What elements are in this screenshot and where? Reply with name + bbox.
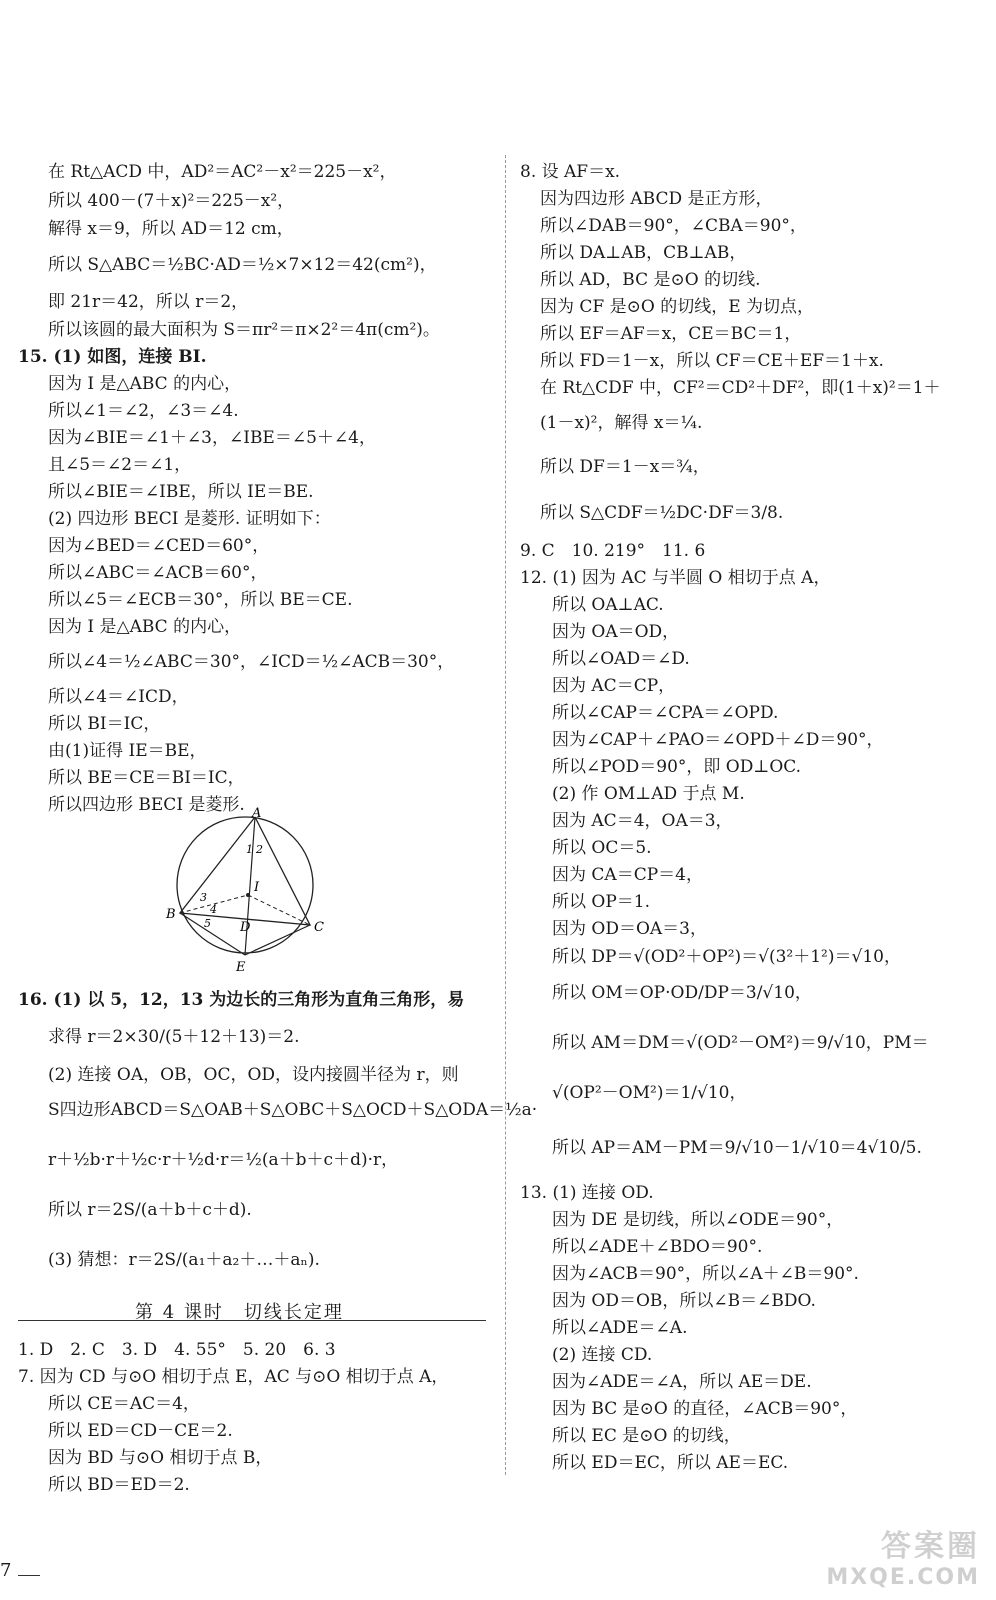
problem-15: 15. (1) 如图，连接 BI. <box>18 347 207 367</box>
text-line: 所以 OC＝5. <box>552 838 652 858</box>
angle-label-5: 5 <box>204 917 211 930</box>
text-line: 所以∠4＝½∠ABC＝30°，∠ICD＝½∠ACB＝30°， <box>48 652 455 672</box>
text-line: 所以∠4＝∠ICD， <box>48 687 189 707</box>
text-line: 因为∠BED＝∠CED＝60°， <box>48 536 270 556</box>
text-line: 因为 I 是△ABC 的内心， <box>48 374 242 394</box>
label-E: E <box>236 960 246 975</box>
text-line: 所以∠ABC＝∠ACB＝60°， <box>48 563 268 583</box>
page-rule <box>18 1575 40 1576</box>
text-line: 解得 x＝9，所以 AD＝12 cm， <box>48 219 294 239</box>
text-line: 所以∠ADE＋∠BDO＝90°. <box>552 1237 763 1257</box>
text-line: 所以 EC 是⊙O 的切线， <box>552 1426 741 1446</box>
text-line: 因为 OA＝OD， <box>552 622 680 642</box>
text-line: 即 21r＝42，所以 r＝2， <box>48 292 249 312</box>
label-B: B <box>166 907 176 922</box>
text-line: 所以 BE＝CE＝BI＝IC， <box>48 768 245 788</box>
text-line: 且∠5＝∠2＝∠1， <box>48 455 192 475</box>
text-line: 所以 AP＝AM－PM＝9/√10－1/√10＝4√10/5. <box>552 1138 922 1158</box>
text-line: r＋½b·r＋½c·r＋½d·r＝½(a＋b＋c＋d)·r， <box>48 1150 399 1170</box>
angle-label-3: 3 <box>200 891 207 904</box>
text-line: 所以 DP＝√(OD²＋OP²)＝√(3²＋1²)＝√10， <box>552 947 901 967</box>
answers-1-6: 1. D 2. C 3. D 4. 55° 5. 20 6. 3 <box>18 1340 336 1360</box>
text-line: 所以 DF＝1－x＝¾， <box>540 457 710 477</box>
text-line: 所以 S△CDF＝½DC·DF＝3/8. <box>540 503 784 523</box>
text-line: 因为 OD＝OA＝3， <box>552 919 708 939</box>
text-line: 因为 DE 是切线，所以∠ODE＝90°， <box>552 1210 844 1230</box>
text-line: (3) 猜想：r＝2S/(a₁＋a₂＋…＋aₙ). <box>48 1250 320 1270</box>
text-line: 所以 BD＝ED＝2. <box>48 1475 190 1495</box>
text-line: S四边形ABCD＝S△OAB＋S△OBC＋S△OCD＋S△ODA＝½a· <box>48 1100 538 1120</box>
watermark <box>826 1521 980 1590</box>
text-line: 因为∠BIE＝∠1＋∠3，∠IBE＝∠5＋∠4， <box>48 428 376 448</box>
text-line: √(OP²－OM²)＝1/√10， <box>552 1083 747 1103</box>
text-line: 所以 BI＝IC， <box>48 714 161 734</box>
text-line: 因为∠CAP＋∠PAO＝∠OPD＋∠D＝90°， <box>552 730 884 750</box>
text-line: 因为∠ACB＝90°，所以∠A＋∠B＝90°. <box>552 1264 859 1284</box>
text-line: 所以∠DAB＝90°，∠CBA＝90°， <box>540 216 807 236</box>
text-line: 所以 DA⊥AB，CB⊥AB， <box>540 243 747 263</box>
text-line: (2) 连接 CD. <box>552 1345 653 1365</box>
label-I: I <box>254 880 260 895</box>
watermark-line2: MXQE.COM <box>826 1565 980 1590</box>
section-title: 第 4 课时 切线长定理 <box>135 1302 344 1323</box>
text-line: 所以∠OAD＝∠D. <box>552 649 690 669</box>
column-divider <box>505 155 506 1475</box>
text-line: 因为 I 是△ABC 的内心， <box>48 617 242 637</box>
geometry-figure <box>160 805 330 980</box>
angle-label-2: 2 <box>256 843 263 856</box>
text-line: 因为∠ADE＝∠A，所以 AE＝DE. <box>552 1372 812 1392</box>
text-line: 因为 BD 与⊙O 相切于点 B， <box>48 1448 273 1468</box>
problem-8: 8. 设 AF＝x. <box>520 162 621 182</box>
text-line: 所以 FD＝1－x，所以 CF＝CE＋EF＝1＋x. <box>540 351 884 371</box>
text-line: 所以四边形 BECI 是菱形. <box>48 795 245 815</box>
text-line: 因为 BC 是⊙O 的直径，∠ACB＝90°， <box>552 1399 858 1419</box>
text-line: 因为 CA＝CP＝4， <box>552 865 703 885</box>
text-line: 因为 AC＝CP， <box>552 676 676 696</box>
text-line: (2) 四边形 BECI 是菱形. 证明如下： <box>48 509 331 529</box>
text-line: 在 Rt△ACD 中，AD²＝AC²－x²＝225－x²， <box>48 162 397 182</box>
text-line: (2) 作 OM⊥AD 于点 M. <box>552 784 745 804</box>
text-line: 所以 AD，BC 是⊙O 的切线. <box>540 270 761 290</box>
text-line: 所以 CE＝AC＝4， <box>48 1394 200 1414</box>
text-line: 求得 r＝2×30/(5＋12＋13)＝2. <box>48 1027 300 1047</box>
problem-12: 12. (1) 因为 AC 与半圆 O 相切于点 A， <box>520 568 831 588</box>
text-line: 所以 ED＝EC，所以 AE＝EC. <box>552 1453 789 1473</box>
text-line: 因为 AC＝4，OA＝3， <box>552 811 733 831</box>
angle-label-1: 1 <box>246 843 253 856</box>
problem-16: 16. (1) 以 5，12，13 为边长的三角形为直角三角形，易 <box>18 990 465 1010</box>
text-line: (1－x)²，解得 x＝¼. <box>540 413 703 433</box>
text-line: 所以 OA⊥AC. <box>552 595 664 615</box>
text-line: 所以∠POD＝90°，即 OD⊥OC. <box>552 757 802 777</box>
text-line: 在 Rt△CDF 中，CF²＝CD²＋DF²，即(1＋x)²＝1＋ <box>540 378 941 398</box>
text-line: 因为 CF 是⊙O 的切线，E 为切点， <box>540 297 815 317</box>
text-line: 所以 S△ABC＝½BC·AD＝½×7×12＝42(cm²)， <box>48 255 437 275</box>
text-line: 因为 OD＝OB，所以∠B＝∠BDO. <box>552 1291 816 1311</box>
label-C: C <box>314 920 324 935</box>
text-line: 所以该圆的最大面积为 S＝πr²＝π×2²＝4π(cm²)。 <box>48 320 440 340</box>
text-line: 所以∠CAP＝∠CPA＝∠OPD. <box>552 703 779 723</box>
text-line: 所以∠1＝∠2，∠3＝∠4. <box>48 401 239 421</box>
label-A: A <box>252 806 262 821</box>
page-number: 7 <box>0 1560 12 1581</box>
text-line: 所以 OP＝1. <box>552 892 650 912</box>
text-line: 所以∠5＝∠ECB＝30°，所以 BE＝CE. <box>48 590 353 610</box>
text-line: 所以 EF＝AF＝x，CE＝BC＝1， <box>540 324 802 344</box>
answers-9-11: 9. C 10. 219° 11. 6 <box>520 541 706 561</box>
problem-7: 7. 因为 CD 与⊙O 相切于点 E，AC 与⊙O 相切于点 A， <box>18 1367 449 1387</box>
section-rule <box>18 1320 486 1321</box>
text-line: 由(1)证得 IE＝BE， <box>48 741 207 761</box>
text-line: 因为四边形 ABCD 是正方形， <box>540 189 773 209</box>
text-line: 所以 OM＝OP·OD/DP＝3/√10， <box>552 983 812 1003</box>
text-line: 所以 AM＝DM＝√(OD²－OM²)＝9/√10，PM＝ <box>552 1033 929 1053</box>
text-line: 所以 ED＝CD－CE＝2. <box>48 1421 233 1441</box>
text-line: 所以 r＝2S/(a＋b＋c＋d). <box>48 1200 252 1220</box>
angle-label-4: 4 <box>210 903 217 916</box>
text-line: 所以∠BIE＝∠IBE，所以 IE＝BE. <box>48 482 314 502</box>
text-line: 所以∠ADE＝∠A. <box>552 1318 688 1338</box>
text-line: (2) 连接 OA，OB，OC，OD，设内接圆半径为 r，则 <box>48 1065 459 1085</box>
problem-13: 13. (1) 连接 OD. <box>520 1183 654 1203</box>
text-line: 所以 400－(7＋x)²＝225－x²， <box>48 191 295 211</box>
watermark-line1: 答案圈 <box>881 1529 980 1564</box>
label-D: D <box>240 920 251 935</box>
